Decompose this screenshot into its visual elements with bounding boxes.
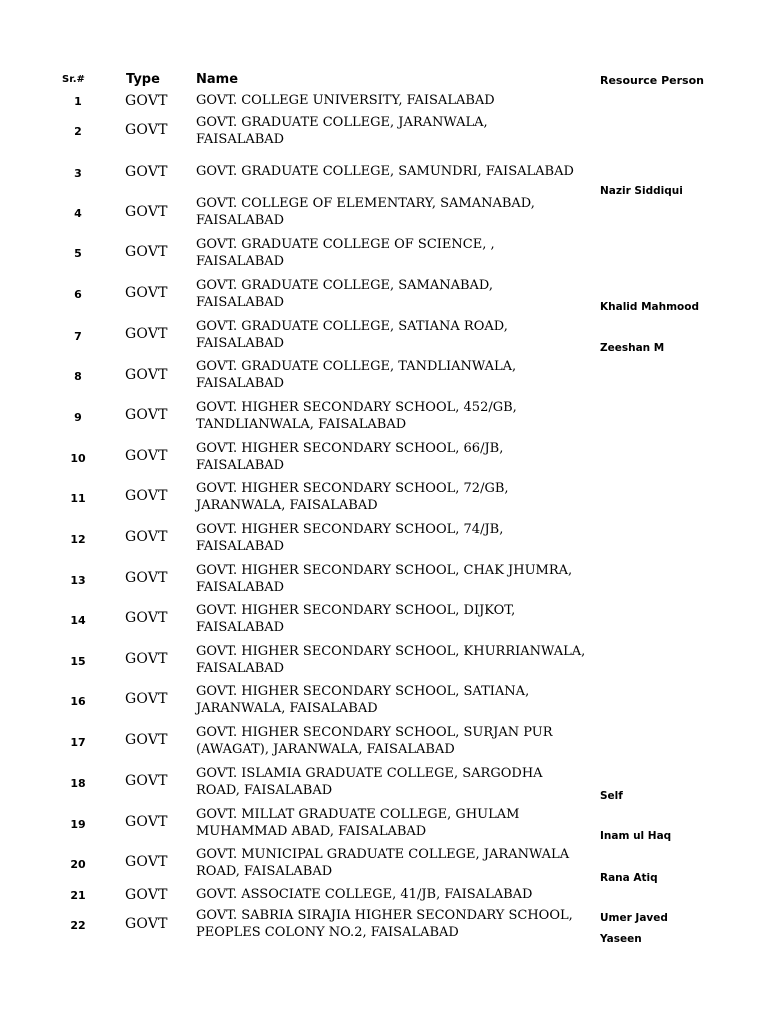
row-serial-number: 18 bbox=[70, 777, 86, 790]
row-type: GOVT bbox=[125, 122, 168, 138]
row-type: GOVT bbox=[125, 326, 168, 342]
row-type: GOVT bbox=[125, 93, 168, 109]
row-resource-person: Khalid Mahmood bbox=[600, 301, 699, 313]
row-type: GOVT bbox=[125, 285, 168, 301]
row-type: GOVT bbox=[125, 773, 168, 789]
row-serial-number: 14 bbox=[70, 614, 86, 627]
row-type: GOVT bbox=[125, 570, 168, 586]
row-serial-number: 12 bbox=[70, 533, 86, 546]
row-resource-person: Inam ul Haq bbox=[600, 830, 672, 842]
row-type: GOVT bbox=[125, 448, 168, 464]
row-institution-name: GOVT. GRADUATE COLLEGE, SATIANA ROAD, FAISALABAD bbox=[196, 319, 508, 351]
row-serial-number: 20 bbox=[70, 858, 86, 871]
row-type: GOVT bbox=[125, 164, 168, 180]
row-institution-name: GOVT. HIGHER SECONDARY SCHOOL, KHURRIANWALA, FAISALABAD bbox=[196, 644, 586, 676]
row-serial-number: 15 bbox=[70, 655, 86, 668]
row-institution-name: GOVT. ISLAMIA GRADUATE COLLEGE, SARGODHA ROAD, FAISALABAD bbox=[196, 766, 543, 798]
row-institution-name: GOVT. HIGHER SECONDARY SCHOOL, 72/GB, JARANWALA, FAISALABAD bbox=[196, 481, 509, 513]
row-institution-name: GOVT. COLLEGE UNIVERSITY, FAISALABAD bbox=[196, 93, 495, 108]
row-type: GOVT bbox=[125, 204, 168, 220]
row-type: GOVT bbox=[125, 691, 168, 707]
row-resource-person: Zeeshan M bbox=[600, 342, 665, 354]
row-institution-name: GOVT. HIGHER SECONDARY SCHOOL, SATIANA, JARANWALA, FAISALABAD bbox=[196, 684, 530, 716]
row-type: GOVT bbox=[125, 610, 168, 626]
row-institution-name: GOVT. GRADUATE COLLEGE, JARANWALA, FAISALABAD bbox=[196, 115, 488, 147]
row-resource-person: Umer Javed bbox=[600, 912, 668, 924]
row-serial-number: 17 bbox=[70, 736, 86, 749]
row-institution-name: GOVT. SABRIA SIRAJIA HIGHER SECONDARY SCHOOL, PEOPLES COLONY NO.2, FAISALABAD bbox=[196, 908, 573, 940]
row-type: GOVT bbox=[125, 651, 168, 667]
row-serial-number: 22 bbox=[70, 919, 86, 932]
row-type: GOVT bbox=[125, 244, 168, 260]
row-resource-person: Yaseen bbox=[600, 933, 642, 945]
header-name: Name bbox=[196, 72, 239, 87]
row-serial-number: 13 bbox=[70, 574, 86, 587]
header-sr: Sr.# bbox=[62, 74, 85, 85]
row-type: GOVT bbox=[125, 732, 168, 748]
row-serial-number: 5 bbox=[74, 247, 82, 260]
row-institution-name: GOVT. HIGHER SECONDARY SCHOOL, SURJAN PUR (AWAGAT), JARANWALA, FAISALABAD bbox=[196, 725, 553, 757]
row-type: GOVT bbox=[125, 916, 168, 932]
row-institution-name: GOVT. COLLEGE OF ELEMENTARY, SAMANABAD, FAISALABAD bbox=[196, 196, 535, 228]
row-institution-name: GOVT. HIGHER SECONDARY SCHOOL, CHAK JHUMRA, FAISALABAD bbox=[196, 563, 573, 595]
row-type: GOVT bbox=[125, 854, 168, 870]
row-serial-number: 2 bbox=[74, 125, 82, 138]
row-type: GOVT bbox=[125, 367, 168, 383]
row-type: GOVT bbox=[125, 529, 168, 545]
row-institution-name: GOVT. GRADUATE COLLEGE, TANDLIANWALA, FAISALABAD bbox=[196, 359, 517, 391]
row-serial-number: 21 bbox=[70, 889, 86, 902]
row-type: GOVT bbox=[125, 887, 168, 903]
row-type: GOVT bbox=[125, 814, 168, 830]
row-institution-name: GOVT. HIGHER SECONDARY SCHOOL, DIJKOT, FAISALABAD bbox=[196, 603, 516, 635]
row-institution-name: GOVT. GRADUATE COLLEGE, SAMANABAD, FAISALABAD bbox=[196, 278, 494, 310]
row-serial-number: 19 bbox=[70, 818, 86, 831]
row-serial-number: 9 bbox=[74, 411, 82, 424]
row-serial-number: 1 bbox=[74, 95, 82, 108]
header-type: Type bbox=[126, 72, 160, 87]
row-serial-number: 4 bbox=[74, 207, 82, 220]
row-institution-name: GOVT. HIGHER SECONDARY SCHOOL, 74/JB, FAISALABAD bbox=[196, 522, 504, 554]
row-institution-name: GOVT. GRADUATE COLLEGE, SAMUNDRI, FAISALABAD bbox=[196, 164, 574, 179]
row-serial-number: 3 bbox=[74, 167, 82, 180]
row-type: GOVT bbox=[125, 407, 168, 423]
row-type: GOVT bbox=[125, 488, 168, 504]
row-resource-person: Nazir Siddiqui bbox=[600, 185, 683, 197]
row-institution-name: GOVT. HIGHER SECONDARY SCHOOL, 66/JB, FAISALABAD bbox=[196, 441, 504, 473]
row-institution-name: GOVT. ASSOCIATE COLLEGE, 41/JB, FAISALABAD bbox=[196, 887, 533, 902]
row-institution-name: GOVT. HIGHER SECONDARY SCHOOL, 452/GB, TANDLIANWALA, FAISALABAD bbox=[196, 400, 517, 432]
header-resource-person: Resource Person bbox=[600, 74, 704, 87]
row-serial-number: 6 bbox=[74, 288, 82, 301]
row-serial-number: 16 bbox=[70, 695, 86, 708]
row-serial-number: 11 bbox=[70, 492, 86, 505]
row-institution-name: GOVT. MUNICIPAL GRADUATE COLLEGE, JARANWALA ROAD, FAISALABAD bbox=[196, 847, 570, 879]
row-serial-number: 8 bbox=[74, 370, 82, 383]
row-resource-person: Rana Atiq bbox=[600, 872, 658, 884]
row-institution-name: GOVT. GRADUATE COLLEGE OF SCIENCE, , FAISALABAD bbox=[196, 237, 495, 269]
row-serial-number: 10 bbox=[70, 452, 86, 465]
row-institution-name: GOVT. MILLAT GRADUATE COLLEGE, GHULAM MUHAMMAD ABAD, FAISALABAD bbox=[196, 807, 520, 839]
row-serial-number: 7 bbox=[74, 330, 82, 343]
row-resource-person: Self bbox=[600, 790, 623, 802]
